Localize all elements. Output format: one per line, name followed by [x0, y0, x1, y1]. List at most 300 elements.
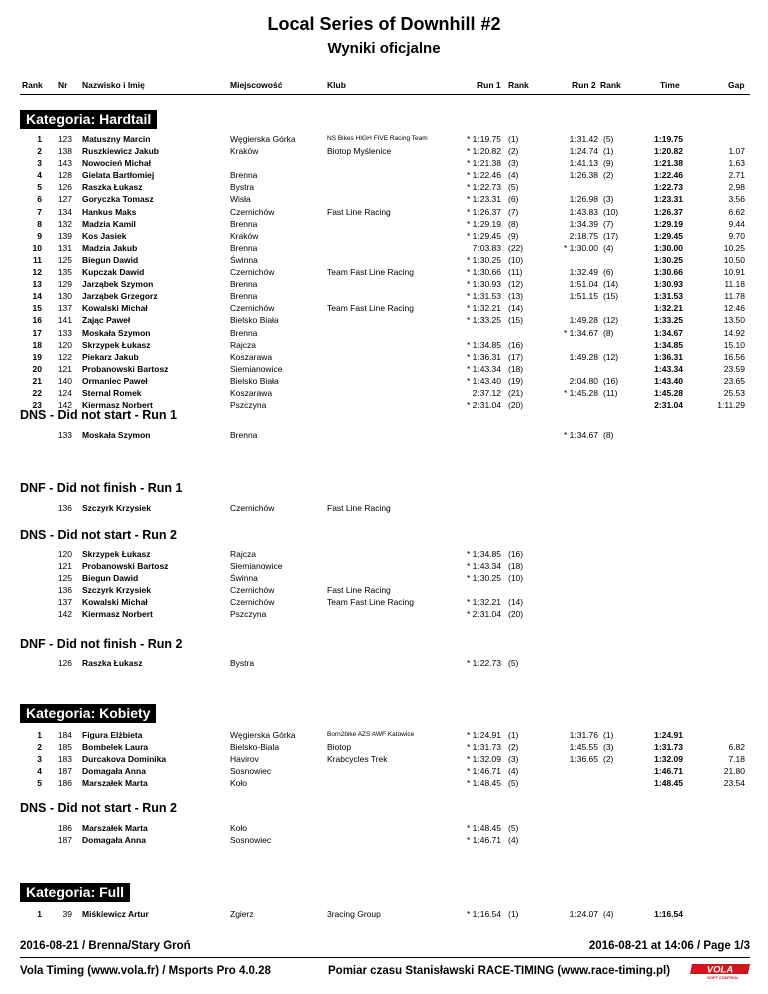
col-rank: Rank — [22, 80, 43, 90]
cell-run2-rank: (1) — [603, 146, 614, 157]
cell-city: Brenna — [230, 170, 258, 181]
cell-run1-rank: (21) — [508, 387, 524, 398]
cell-name: Raszka Łukasz — [82, 658, 143, 668]
cell-rank: 1 — [37, 730, 42, 740]
cell-name: Zając Paweł — [82, 315, 131, 326]
footer-divider — [20, 957, 750, 958]
section-dnf-run2: DNF - Did not finish - Run 2 — [20, 637, 183, 651]
cell-city: Wisła — [230, 194, 251, 205]
cell-gap: 15.10 — [723, 339, 745, 350]
cell-run1-rank: (13) — [508, 291, 524, 302]
col-club: Klub — [327, 80, 346, 90]
cell-city: Świnna — [230, 573, 258, 584]
kobiety-dns-run2-rows — [0, 822, 768, 846]
cell-gap: 2.98 — [728, 182, 745, 193]
cell-gap: 14.92 — [723, 327, 745, 338]
cell-rank: 1 — [37, 134, 42, 144]
cell-club: Team Fast Line Racing — [327, 303, 414, 314]
section-kobiety-dns-run2: DNS - Did not start - Run 2 — [20, 801, 177, 815]
cell-name: Ormaniec Paweł — [82, 375, 148, 386]
cell-run1-time: * 1:36.31 — [466, 351, 501, 362]
cell-run1-rank: (5) — [508, 778, 519, 789]
cell-nr: 121 — [57, 561, 72, 572]
cell-run1-time: * 1:24.91 — [466, 730, 501, 740]
cell-gap: 23.65 — [723, 375, 745, 386]
cell-gap: 7.18 — [728, 754, 745, 765]
cell-rank: 4 — [37, 170, 42, 181]
cell-nr: 138 — [57, 146, 72, 157]
cell-best-time: 1:46.71 — [654, 766, 683, 777]
cell-run1-time: * 1:33.25 — [466, 315, 501, 326]
cell-nr: 186 — [57, 823, 72, 833]
cell-name: Moskała Szymon — [82, 327, 151, 338]
cell-run2-rank: (7) — [603, 218, 614, 229]
cell-run2-time: 1:41.13 — [569, 158, 598, 169]
dnf-run2-rows — [0, 657, 768, 669]
dns-run2-rows — [0, 548, 768, 621]
cell-run2-time: 1:49.28 — [569, 351, 598, 362]
cell-run1-time: * 1:16.54 — [466, 909, 501, 919]
cell-city: Brenna — [230, 218, 258, 229]
table-row — [0, 363, 768, 375]
cell-city: Bystra — [230, 182, 255, 193]
cell-rank: 1 — [37, 909, 42, 919]
cell-city: Bielsko Biała — [230, 375, 279, 386]
cell-gap: 9.70 — [728, 230, 745, 241]
cell-nr: 143 — [57, 158, 72, 169]
cell-best-time: 1:30.93 — [654, 279, 683, 290]
category-hardtail-label: Kategoria: Hardtail — [20, 110, 157, 129]
category-kobiety-label: Kategoria: Kobiety — [20, 704, 156, 723]
cell-city: Świnna — [230, 254, 258, 265]
cell-best-time: 1:43.40 — [654, 375, 683, 386]
cell-run1-time: * 1:48.45 — [466, 823, 501, 833]
table-row — [0, 387, 768, 399]
cell-name: Kiermasz Norbert — [82, 400, 153, 411]
cell-club: Fast Line Racing — [327, 206, 391, 217]
cell-gap: 16.56 — [723, 351, 745, 362]
cell-city: Koszarawa — [230, 387, 273, 398]
cell-nr: 137 — [57, 303, 72, 314]
cell-rank: 16 — [32, 315, 42, 326]
cell-city: Pszczyna — [230, 400, 267, 411]
cell-city: Sosnowiec — [230, 766, 272, 777]
cell-rank: 10 — [32, 242, 42, 253]
cell-run1-rank: (20) — [508, 400, 524, 411]
cell-name: Goryczka Tomasz — [82, 194, 154, 205]
table-row — [0, 302, 768, 314]
table-row — [0, 608, 768, 620]
cell-run1-rank: (15) — [508, 315, 524, 326]
cell-city: Sosnowiec — [230, 835, 272, 846]
table-row — [0, 290, 768, 302]
footer-software: Vola Timing (www.vola.fr) / Msports Pro 4.0.28 — [20, 965, 271, 977]
table-row — [0, 242, 768, 254]
cell-city: Rajcza — [230, 549, 256, 559]
cell-name: Domagała Anna — [82, 766, 146, 777]
cell-nr: 185 — [57, 742, 72, 753]
cell-gap: 10.50 — [723, 254, 745, 265]
cell-run1-time: * 1:23.31 — [466, 194, 501, 205]
col-rank1: Rank — [508, 80, 529, 90]
cell-rank: 14 — [32, 291, 42, 302]
cell-run2-rank: (2) — [603, 754, 614, 765]
table-row — [0, 145, 768, 157]
cell-run2-time: 1:36.65 — [569, 754, 598, 765]
cell-best-time: 1:23.31 — [654, 194, 683, 205]
table-row — [0, 181, 768, 193]
cell-name: Sternal Romek — [82, 387, 142, 398]
cell-run1-time: * 2:31.04 — [466, 609, 501, 620]
cell-name: Probanowski Bartosz — [82, 363, 169, 374]
table-row — [0, 133, 768, 145]
cell-rank: 23 — [32, 400, 42, 411]
vola-logo — [690, 964, 750, 980]
cell-name: Szczyrk Krzysiek — [82, 503, 151, 513]
cell-rank: 13 — [32, 279, 42, 290]
cell-city: Koło — [230, 823, 248, 833]
cell-run2-rank: (2) — [603, 170, 614, 181]
cell-nr: 142 — [57, 609, 72, 620]
cell-name: Hankus Maks — [82, 206, 137, 217]
cell-run1-rank: (5) — [508, 658, 519, 668]
cell-gap: 10.25 — [723, 242, 745, 253]
cell-club: Biotop Myślenice — [327, 146, 392, 157]
cell-nr: 124 — [57, 387, 72, 398]
cell-gap: 6.82 — [728, 742, 745, 753]
cell-run1-rank: (5) — [508, 182, 519, 193]
cell-run1-rank: (1) — [508, 730, 519, 740]
cell-rank: 22 — [32, 387, 42, 398]
cell-best-time: 1:43.34 — [654, 363, 683, 374]
cell-club: Biotop — [327, 742, 352, 753]
cell-run1-time: * 1:34.85 — [466, 549, 501, 559]
cell-run2-rank: (11) — [603, 387, 618, 398]
cell-city: Węgierska Górka — [230, 730, 296, 740]
cell-club: Fast Line Racing — [327, 585, 391, 596]
cell-run1-rank: (19) — [508, 375, 524, 386]
table-row — [0, 822, 768, 834]
cell-best-time: 1:29.19 — [654, 218, 683, 229]
cell-name: Skrzypek Łukasz — [82, 549, 151, 559]
cell-gap: 21.80 — [723, 766, 745, 777]
cell-nr: 136 — [57, 503, 72, 513]
cell-run2-rank: (8) — [603, 430, 614, 440]
cell-run2-rank: (3) — [603, 742, 614, 753]
cell-nr: 132 — [57, 218, 72, 229]
cell-best-time: 1:48.45 — [654, 778, 683, 789]
cell-run2-rank: (12) — [603, 315, 619, 326]
cell-nr: 184 — [57, 730, 72, 740]
cell-run2-rank: (12) — [603, 351, 619, 362]
cell-gap: 6.62 — [728, 206, 745, 217]
cell-best-time: 1:20.82 — [654, 146, 683, 157]
cell-best-time: 1:24.91 — [654, 730, 683, 740]
cell-run1-time: * 1:31.53 — [466, 291, 501, 302]
cell-nr: 122 — [57, 351, 72, 362]
cell-gap: 3.56 — [728, 194, 745, 205]
cell-run1-rank: (2) — [508, 742, 519, 753]
cell-rank: 4 — [37, 766, 42, 777]
cell-nr: 126 — [57, 658, 72, 668]
cell-name: Nowocień Michał — [82, 158, 151, 169]
cell-run1-rank: (16) — [508, 549, 524, 559]
cell-run2-time: * 1:34.67 — [563, 327, 598, 338]
cell-best-time: 1:22.73 — [654, 182, 683, 193]
cell-gap: 23.54 — [723, 778, 745, 789]
cell-rank: 6 — [37, 194, 42, 205]
cell-gap: 1:11.29 — [717, 400, 745, 411]
cell-run2-time: 2:18.75 — [569, 230, 598, 241]
col-name: Nazwisko i Imię — [82, 80, 145, 90]
cell-nr: 140 — [57, 375, 72, 386]
table-row — [0, 729, 768, 741]
table-row — [0, 193, 768, 205]
cell-name: Kupczak Dawid — [82, 267, 145, 278]
col-run1: Run 1 — [477, 80, 501, 90]
dnf-run1-rows — [0, 502, 768, 514]
cell-run1-time: * 1:30.93 — [466, 279, 501, 290]
cell-city: Koszarawa — [230, 351, 273, 362]
cell-name: Madzia Kamil — [82, 218, 136, 229]
cell-rank: 2 — [37, 146, 42, 157]
col-nr: Nr — [58, 80, 68, 90]
cell-name: Domagała Anna — [82, 835, 146, 846]
cell-run2-time: 1:51.15 — [569, 291, 598, 302]
cell-run1-rank: (22) — [508, 242, 524, 253]
cell-run2-time: 1:24.07 — [569, 909, 598, 919]
cell-run2-rank: (8) — [603, 327, 614, 338]
cell-run2-time: * 1:34.67 — [563, 430, 598, 440]
cell-run1-rank: (5) — [508, 823, 519, 833]
cell-club: Born2bike AZS AWF Katowice — [327, 731, 415, 738]
cell-run1-rank: (11) — [508, 267, 523, 278]
cell-run2-rank: (4) — [603, 242, 614, 253]
hardtail-results — [0, 133, 768, 411]
cell-run1-time: * 1:46.71 — [466, 835, 501, 846]
table-row — [0, 314, 768, 326]
table-row — [0, 327, 768, 339]
cell-nr: 121 — [57, 363, 72, 374]
cell-city: Koło — [230, 778, 248, 789]
page-subtitle: Wyniki oficjalne — [327, 40, 441, 57]
cell-run1-time: * 1:34.85 — [466, 339, 501, 350]
cell-best-time: 1:31.53 — [654, 291, 683, 302]
table-row — [0, 765, 768, 777]
cell-rank: 2 — [37, 742, 42, 753]
cell-city: Kraków — [230, 230, 259, 241]
table-row — [0, 266, 768, 278]
cell-best-time: 1:30.66 — [654, 267, 683, 278]
cell-run1-rank: (1) — [508, 909, 519, 919]
cell-run1-time: * 1:30.66 — [466, 267, 501, 278]
dns-run1-rows — [0, 429, 768, 441]
footer-timing: Pomiar czasu Stanisławski RACE-TIMING (www.race-timing.pl) — [328, 965, 671, 977]
cell-nr: 136 — [57, 585, 72, 596]
cell-city: Brenna — [230, 279, 258, 290]
cell-best-time: 1:16.54 — [654, 909, 683, 919]
table-row — [0, 351, 768, 363]
cell-name: Kowalski Michał — [82, 597, 148, 608]
cell-run1-rank: (6) — [508, 194, 519, 205]
cell-city: Siemianowice — [230, 561, 283, 572]
table-row — [0, 339, 768, 351]
cell-rank: 8 — [37, 218, 42, 229]
cell-run2-time: 1:43.83 — [569, 206, 598, 217]
column-header-row — [0, 80, 768, 94]
cell-name: Jarząbek Grzegorz — [82, 291, 158, 302]
cell-nr: 125 — [57, 573, 72, 584]
cell-run1-rank: (14) — [508, 597, 524, 608]
cell-nr: 128 — [57, 170, 72, 181]
table-row — [0, 596, 768, 608]
cell-run2-rank: (15) — [603, 291, 619, 302]
cell-run1-rank: (4) — [508, 766, 519, 777]
cell-run2-time: 1:26.98 — [569, 194, 598, 205]
cell-rank: 3 — [37, 158, 42, 169]
cell-nr: 130 — [57, 291, 72, 302]
cell-city: Rajcza — [230, 339, 256, 350]
cell-run1-rank: (12) — [508, 279, 524, 290]
cell-run1-rank: (17) — [508, 351, 524, 362]
col-run2: Run 2 — [572, 80, 596, 90]
cell-nr: 141 — [57, 315, 72, 326]
cell-city: Czernichów — [230, 267, 275, 278]
cell-run2-time: 1:26.38 — [569, 170, 598, 181]
vola-logo-text: VOLA — [706, 964, 734, 976]
cell-nr: 131 — [57, 242, 72, 253]
cell-run2-time: * 1:45.28 — [563, 387, 598, 398]
table-row — [0, 206, 768, 218]
table-row — [0, 777, 768, 789]
cell-run1-time: * 1:22.73 — [466, 182, 501, 193]
cell-run2-time: 1:32.49 — [569, 267, 598, 278]
cell-rank: 20 — [32, 363, 42, 374]
cell-run2-rank: (14) — [603, 279, 619, 290]
cell-run1-time: * 1:32.09 — [466, 754, 501, 765]
col-city: Miejscowość — [230, 80, 283, 90]
cell-run1-time: * 1:29.19 — [466, 218, 501, 229]
cell-name: Ruszkiewicz Jakub — [82, 146, 160, 157]
table-row — [0, 584, 768, 596]
cell-run1-time: * 1:43.40 — [466, 375, 501, 386]
cell-nr: 129 — [57, 279, 72, 290]
cell-nr: 135 — [57, 267, 72, 278]
cell-city: Brenna — [230, 327, 258, 338]
cell-run2-rank: (16) — [603, 375, 619, 386]
cell-run1-rank: (14) — [508, 303, 524, 314]
cell-run2-time: * 1:30.00 — [563, 242, 598, 253]
section-dns-run1: DNS - Did not start - Run 1 — [20, 408, 177, 422]
cell-best-time: 1:29.45 — [654, 230, 683, 241]
table-row — [0, 908, 768, 920]
cell-best-time: 1:34.67 — [654, 327, 683, 338]
cell-name: Skrzypek Łukasz — [82, 339, 151, 350]
cell-run2-time: 1:51.04 — [569, 279, 598, 290]
table-row — [0, 429, 768, 441]
cell-run2-rank: (4) — [603, 909, 614, 919]
cell-nr: 125 — [57, 254, 72, 265]
table-row — [0, 230, 768, 242]
cell-run1-time: * 1:32.21 — [466, 597, 501, 608]
table-row — [0, 657, 768, 669]
cell-run1-rank: (8) — [508, 218, 519, 229]
cell-run1-time: 7:03.83 — [472, 242, 501, 253]
cell-city: Zgierz — [230, 909, 254, 919]
cell-nr: 127 — [57, 194, 72, 205]
cell-club: Krabcycles Trek — [327, 754, 388, 765]
cell-rank: 3 — [37, 754, 42, 765]
cell-run2-rank: (17) — [603, 230, 619, 241]
cell-city: Bielsko Biała — [230, 315, 279, 326]
cell-best-time: 1:45.28 — [654, 387, 683, 398]
cell-gap: 11.78 — [724, 291, 745, 302]
cell-best-time: 1:30.25 — [654, 254, 683, 265]
cell-rank: 11 — [33, 254, 42, 265]
cell-run1-time: * 1:30.25 — [466, 573, 501, 584]
cell-city: Brenna — [230, 242, 258, 253]
cell-best-time: 1:21.38 — [654, 158, 683, 169]
cell-gap: 1.63 — [728, 158, 745, 169]
cell-club: Team Fast Line Racing — [327, 267, 414, 278]
cell-club: Team Fast Line Racing — [327, 597, 414, 608]
cell-nr: 126 — [57, 182, 72, 193]
table-row — [0, 375, 768, 387]
cell-best-time: 2:31.04 — [654, 400, 683, 411]
cell-rank: 12 — [32, 267, 42, 278]
cell-rank: 18 — [32, 339, 42, 350]
cell-run2-time: 1:45.55 — [569, 742, 598, 753]
col-time: Time — [660, 80, 680, 90]
table-row — [0, 157, 768, 169]
cell-name: Kowalski Michał — [82, 303, 148, 314]
cell-run1-rank: (10) — [508, 254, 524, 265]
cell-gap: 2.71 — [728, 170, 745, 181]
col-gap: Gap — [728, 80, 745, 90]
cell-club: NS Bikes HIGH FIVE Racing Team — [327, 135, 428, 142]
cell-rank: 21 — [32, 375, 42, 386]
cell-city: Brenna — [230, 291, 258, 302]
cell-gap: 1.07 — [728, 146, 745, 157]
cell-run1-rank: (3) — [508, 754, 519, 765]
cell-club: Fast Line Racing — [327, 503, 391, 513]
cell-run1-rank: (20) — [508, 609, 524, 620]
cell-nr: 186 — [57, 778, 72, 789]
cell-rank: 9 — [37, 230, 42, 241]
cell-name: Moskała Szymon — [82, 430, 151, 440]
cell-city: Pszczyna — [230, 609, 267, 620]
cell-nr: 187 — [57, 835, 72, 846]
cell-run1-time: * 1:20.82 — [466, 146, 501, 157]
cell-name: Biegun Dawid — [82, 573, 139, 584]
cell-run1-time: * 1:32.21 — [466, 303, 501, 314]
table-row — [0, 278, 768, 290]
cell-city: Kraków — [230, 146, 259, 157]
cell-nr: 134 — [57, 206, 72, 217]
cell-city: Bielsko-Biala — [230, 742, 280, 753]
header-divider — [20, 94, 750, 95]
cell-city: Siemianowice — [230, 363, 283, 374]
cell-nr: 137 — [57, 597, 72, 608]
col-rank2: Rank — [600, 80, 621, 90]
cell-name: Matuszny Marcin — [82, 134, 151, 144]
cell-best-time: 1:36.31 — [654, 351, 683, 362]
cell-run1-time: * 1:22.46 — [466, 170, 501, 181]
cell-run1-rank: (18) — [508, 561, 524, 572]
table-row — [0, 169, 768, 181]
cell-rank: 19 — [32, 351, 42, 362]
section-dns-run2: DNS - Did not start - Run 2 — [20, 528, 177, 542]
